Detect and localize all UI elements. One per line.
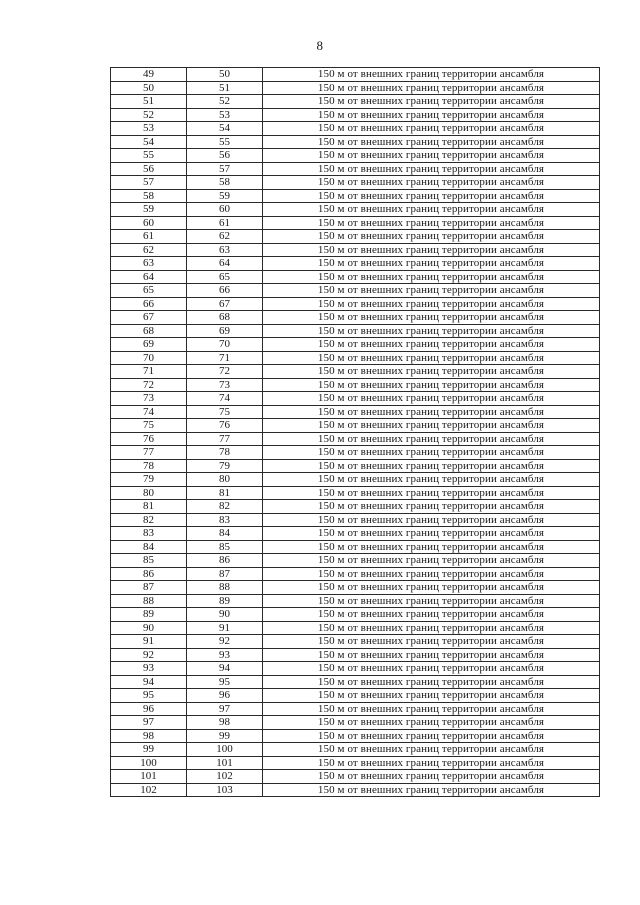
boundary-description-cell: 150 м от внешних границ территории ансамбля: [263, 716, 600, 730]
table-row: [111, 648, 600, 662]
boundary-description-cell: 150 м от внешних границ территории ансамбля: [263, 594, 600, 608]
boundary-description-cell: 150 м от внешних границ территории ансамбля: [263, 378, 600, 392]
point-to-cell: 51: [187, 81, 263, 95]
table-row: [111, 675, 600, 689]
table-row: [111, 716, 600, 730]
point-from-cell: 91: [111, 635, 187, 649]
point-to-cell: 70: [187, 338, 263, 352]
boundary-description-cell: 150 м от внешних границ территории ансамбля: [263, 513, 600, 527]
point-from-cell: 98: [111, 729, 187, 743]
boundary-description-cell: 150 м от внешних границ территории ансамбля: [263, 486, 600, 500]
table-row: [111, 365, 600, 379]
table-row: [111, 567, 600, 581]
point-from-cell: 85: [111, 554, 187, 568]
point-to-cell: 59: [187, 189, 263, 203]
point-to-cell: 88: [187, 581, 263, 595]
table-row: [111, 621, 600, 635]
boundary-description-cell: 150 м от внешних границ территории ансамбля: [263, 635, 600, 649]
point-from-cell: 79: [111, 473, 187, 487]
table-row: [111, 270, 600, 284]
table-row: [111, 405, 600, 419]
table-row: [111, 68, 600, 82]
point-from-cell: 93: [111, 662, 187, 676]
table-row: [111, 108, 600, 122]
table-row: [111, 176, 600, 190]
table-row: [111, 446, 600, 460]
point-to-cell: 53: [187, 108, 263, 122]
table-row: [111, 500, 600, 514]
boundary-description-cell: 150 м от внешних границ территории ансамбля: [263, 554, 600, 568]
point-to-cell: 55: [187, 135, 263, 149]
point-from-cell: 68: [111, 324, 187, 338]
point-from-cell: 78: [111, 459, 187, 473]
point-from-cell: 56: [111, 162, 187, 176]
point-from-cell: 52: [111, 108, 187, 122]
point-from-cell: 99: [111, 743, 187, 757]
table-row: [111, 581, 600, 595]
point-from-cell: 69: [111, 338, 187, 352]
point-to-cell: 80: [187, 473, 263, 487]
point-from-cell: 76: [111, 432, 187, 446]
boundary-description-cell: 150 м от внешних границ территории ансамбля: [263, 149, 600, 163]
table-row: [111, 540, 600, 554]
table-row: [111, 297, 600, 311]
table-row: [111, 95, 600, 109]
table-row: [111, 432, 600, 446]
boundary-description-cell: 150 м от внешних границ территории ансамбля: [263, 567, 600, 581]
table-row: [111, 162, 600, 176]
point-to-cell: 98: [187, 716, 263, 730]
point-to-cell: 81: [187, 486, 263, 500]
boundary-description-cell: 150 м от внешних границ территории ансамбля: [263, 662, 600, 676]
point-to-cell: 79: [187, 459, 263, 473]
table-row: [111, 216, 600, 230]
point-to-cell: 71: [187, 351, 263, 365]
table-row: [111, 81, 600, 95]
point-from-cell: 94: [111, 675, 187, 689]
boundary-description-cell: 150 м от внешних границ территории ансамбля: [263, 702, 600, 716]
point-from-cell: 71: [111, 365, 187, 379]
boundary-description-cell: 150 м от внешних границ территории ансамбля: [263, 743, 600, 757]
boundary-description-cell: 150 м от внешних границ территории ансамбля: [263, 540, 600, 554]
point-to-cell: 69: [187, 324, 263, 338]
table-row: [111, 338, 600, 352]
point-to-cell: 64: [187, 257, 263, 271]
table-row: [111, 770, 600, 784]
boundary-description-cell: 150 м от внешних границ территории ансамбля: [263, 689, 600, 703]
point-to-cell: 87: [187, 567, 263, 581]
boundary-description-cell: 150 м от внешних границ территории ансамбля: [263, 270, 600, 284]
point-from-cell: 83: [111, 527, 187, 541]
point-from-cell: 86: [111, 567, 187, 581]
point-from-cell: 70: [111, 351, 187, 365]
point-to-cell: 68: [187, 311, 263, 325]
point-to-cell: 89: [187, 594, 263, 608]
point-to-cell: 83: [187, 513, 263, 527]
point-to-cell: 86: [187, 554, 263, 568]
point-to-cell: 66: [187, 284, 263, 298]
point-from-cell: 90: [111, 621, 187, 635]
point-from-cell: 82: [111, 513, 187, 527]
point-to-cell: 63: [187, 243, 263, 257]
point-from-cell: 72: [111, 378, 187, 392]
boundary-description-cell: 150 м от внешних границ территории ансамбля: [263, 648, 600, 662]
boundary-description-cell: 150 м от внешних границ территории ансамбля: [263, 311, 600, 325]
boundary-description-cell: 150 м от внешних границ территории ансамбля: [263, 405, 600, 419]
point-to-cell: 103: [187, 783, 263, 797]
point-from-cell: 62: [111, 243, 187, 257]
table-body: [111, 68, 600, 797]
boundary-description-cell: 150 м от внешних границ территории ансамбля: [263, 284, 600, 298]
table-row: [111, 554, 600, 568]
boundary-description-cell: 150 м от внешних границ территории ансамбля: [263, 162, 600, 176]
table-row: [111, 324, 600, 338]
point-to-cell: 65: [187, 270, 263, 284]
point-from-cell: 77: [111, 446, 187, 460]
point-to-cell: 60: [187, 203, 263, 217]
point-to-cell: 92: [187, 635, 263, 649]
point-from-cell: 57: [111, 176, 187, 190]
point-from-cell: 61: [111, 230, 187, 244]
point-from-cell: 73: [111, 392, 187, 406]
table-row: [111, 608, 600, 622]
boundary-points-table: [110, 67, 600, 797]
point-from-cell: 65: [111, 284, 187, 298]
table-row: [111, 135, 600, 149]
boundary-description-cell: 150 м от внешних границ территории ансамбля: [263, 68, 600, 82]
table-row: [111, 284, 600, 298]
point-to-cell: 96: [187, 689, 263, 703]
boundary-description-cell: 150 м от внешних границ территории ансамбля: [263, 783, 600, 797]
point-from-cell: 80: [111, 486, 187, 500]
point-to-cell: 91: [187, 621, 263, 635]
table-row: [111, 243, 600, 257]
point-from-cell: 100: [111, 756, 187, 770]
point-from-cell: 89: [111, 608, 187, 622]
point-to-cell: 82: [187, 500, 263, 514]
point-to-cell: 67: [187, 297, 263, 311]
point-to-cell: 72: [187, 365, 263, 379]
boundary-description-cell: 150 м от внешних границ территории ансамбля: [263, 243, 600, 257]
boundary-description-cell: 150 м от внешних границ территории ансамбля: [263, 581, 600, 595]
table-row: [111, 378, 600, 392]
point-from-cell: 75: [111, 419, 187, 433]
table-row: [111, 203, 600, 217]
boundary-description-cell: 150 м от внешних границ территории ансамбля: [263, 365, 600, 379]
boundary-description-cell: 150 м от внешних границ территории ансамбля: [263, 351, 600, 365]
point-from-cell: 64: [111, 270, 187, 284]
boundary-description-cell: 150 м от внешних границ территории ансамбля: [263, 756, 600, 770]
point-to-cell: 76: [187, 419, 263, 433]
point-to-cell: 97: [187, 702, 263, 716]
point-to-cell: 84: [187, 527, 263, 541]
point-to-cell: 77: [187, 432, 263, 446]
boundary-description-cell: 150 м от внешних границ территории ансамбля: [263, 419, 600, 433]
point-to-cell: 99: [187, 729, 263, 743]
point-from-cell: 59: [111, 203, 187, 217]
boundary-description-cell: 150 м от внешних границ территории ансамбля: [263, 297, 600, 311]
table-row: [111, 149, 600, 163]
point-from-cell: 88: [111, 594, 187, 608]
boundary-description-cell: 150 м от внешних границ территории ансамбля: [263, 135, 600, 149]
table-row: [111, 257, 600, 271]
point-from-cell: 92: [111, 648, 187, 662]
boundary-description-cell: 150 м от внешних границ территории ансамбля: [263, 527, 600, 541]
point-from-cell: 101: [111, 770, 187, 784]
point-from-cell: 54: [111, 135, 187, 149]
point-to-cell: 90: [187, 608, 263, 622]
point-from-cell: 49: [111, 68, 187, 82]
point-to-cell: 74: [187, 392, 263, 406]
point-to-cell: 100: [187, 743, 263, 757]
table-row: [111, 756, 600, 770]
table-row: [111, 459, 600, 473]
point-to-cell: 54: [187, 122, 263, 136]
point-from-cell: 87: [111, 581, 187, 595]
boundary-description-cell: 150 м от внешних границ территории ансамбля: [263, 324, 600, 338]
boundary-description-cell: 150 м от внешних границ территории ансамбля: [263, 459, 600, 473]
boundary-description-cell: 150 м от внешних границ территории ансамбля: [263, 473, 600, 487]
boundary-description-cell: 150 м от внешних границ территории ансамбля: [263, 770, 600, 784]
point-from-cell: 67: [111, 311, 187, 325]
point-to-cell: 75: [187, 405, 263, 419]
table-row: [111, 594, 600, 608]
table-row: [111, 662, 600, 676]
table-row: [111, 419, 600, 433]
boundary-description-cell: 150 м от внешних границ территории ансамбля: [263, 122, 600, 136]
boundary-description-cell: 150 м от внешних границ территории ансамбля: [263, 216, 600, 230]
boundary-description-cell: 150 м от внешних границ территории ансамбля: [263, 675, 600, 689]
point-from-cell: 53: [111, 122, 187, 136]
point-to-cell: 94: [187, 662, 263, 676]
point-to-cell: 101: [187, 756, 263, 770]
table-row: [111, 635, 600, 649]
table-row: [111, 783, 600, 797]
boundary-description-cell: 150 м от внешних границ территории ансамбля: [263, 230, 600, 244]
point-to-cell: 78: [187, 446, 263, 460]
point-to-cell: 61: [187, 216, 263, 230]
table-row: [111, 230, 600, 244]
point-from-cell: 96: [111, 702, 187, 716]
point-to-cell: 102: [187, 770, 263, 784]
point-from-cell: 95: [111, 689, 187, 703]
boundary-description-cell: 150 м от внешних границ территории ансамбля: [263, 189, 600, 203]
table-row: [111, 122, 600, 136]
point-to-cell: 73: [187, 378, 263, 392]
point-from-cell: 50: [111, 81, 187, 95]
boundary-description-cell: 150 м от внешних границ территории ансамбля: [263, 203, 600, 217]
table-row: [111, 743, 600, 757]
boundary-description-cell: 150 м от внешних границ территории ансамбля: [263, 432, 600, 446]
boundary-description-cell: 150 м от внешних границ территории ансамбля: [263, 176, 600, 190]
page-number: 8: [316, 38, 324, 53]
point-to-cell: 62: [187, 230, 263, 244]
boundary-description-cell: 150 м от внешних границ территории ансамбля: [263, 392, 600, 406]
point-to-cell: 56: [187, 149, 263, 163]
boundary-description-cell: 150 м от внешних границ территории ансамбля: [263, 621, 600, 635]
boundary-description-cell: 150 м от внешних границ территории ансамбля: [263, 95, 600, 109]
point-to-cell: 93: [187, 648, 263, 662]
table-row: [111, 702, 600, 716]
point-from-cell: 74: [111, 405, 187, 419]
boundary-description-cell: 150 м от внешних границ территории ансамбля: [263, 257, 600, 271]
boundary-description-cell: 150 м от внешних границ территории ансамбля: [263, 338, 600, 352]
table-row: [111, 729, 600, 743]
table-row: [111, 689, 600, 703]
point-from-cell: 55: [111, 149, 187, 163]
point-from-cell: 58: [111, 189, 187, 203]
point-from-cell: 97: [111, 716, 187, 730]
table-row: [111, 311, 600, 325]
point-from-cell: 63: [111, 257, 187, 271]
boundary-description-cell: 150 м от внешних границ территории ансамбля: [263, 500, 600, 514]
boundary-description-cell: 150 м от внешних границ территории ансамбля: [263, 446, 600, 460]
boundary-description-cell: 150 м от внешних границ территории ансамбля: [263, 608, 600, 622]
table-row: [111, 473, 600, 487]
point-from-cell: 102: [111, 783, 187, 797]
point-to-cell: 57: [187, 162, 263, 176]
point-to-cell: 58: [187, 176, 263, 190]
point-to-cell: 85: [187, 540, 263, 554]
table-row: [111, 351, 600, 365]
point-to-cell: 95: [187, 675, 263, 689]
point-from-cell: 60: [111, 216, 187, 230]
point-to-cell: 52: [187, 95, 263, 109]
boundary-description-cell: 150 м от внешних границ территории ансамбля: [263, 81, 600, 95]
table-row: [111, 513, 600, 527]
point-from-cell: 84: [111, 540, 187, 554]
table-row: [111, 486, 600, 500]
point-from-cell: 81: [111, 500, 187, 514]
table-row: [111, 392, 600, 406]
boundary-description-cell: 150 м от внешних границ территории ансамбля: [263, 108, 600, 122]
boundary-description-cell: 150 м от внешних границ территории ансамбля: [263, 729, 600, 743]
point-to-cell: 50: [187, 68, 263, 82]
table-row: [111, 189, 600, 203]
table-row: [111, 527, 600, 541]
point-from-cell: 51: [111, 95, 187, 109]
point-from-cell: 66: [111, 297, 187, 311]
